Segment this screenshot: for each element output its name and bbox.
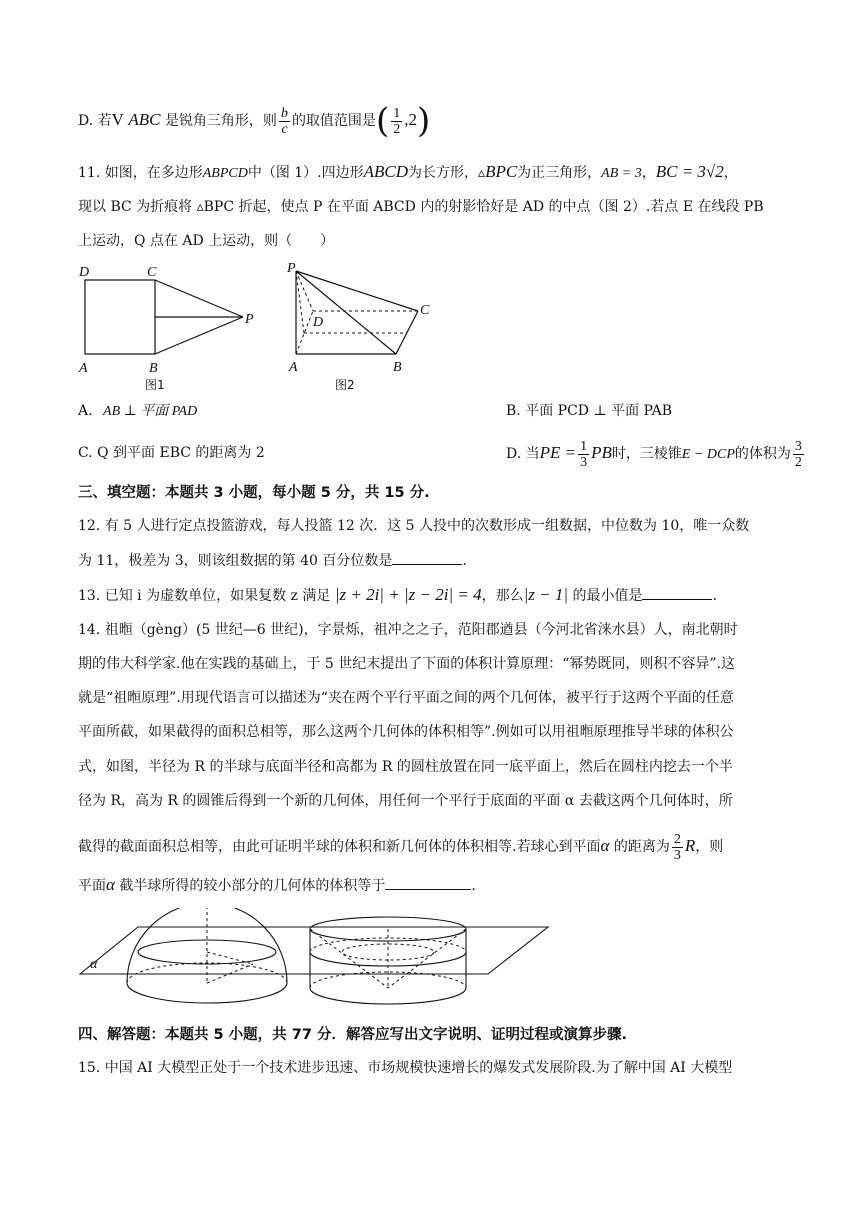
left-paren: ( <box>375 101 390 141</box>
triangle-symbol: ▵ <box>478 165 486 181</box>
q14-line-3: 就是“祖暅原理”.用现代语言可以描述为“夹在两个平行平面之间的两个几何体，被平行于这两个平面的任意 <box>78 690 734 706</box>
option-a-text: AB ⊥ 平面 PAD <box>103 404 198 419</box>
text: 当 <box>525 446 540 462</box>
text: 的取值范围是 <box>291 113 376 129</box>
option-b-text: 平面 PCD ⊥ 平面 PAB <box>525 403 673 419</box>
label-b: B <box>393 360 402 375</box>
answer-blank[interactable] <box>642 585 712 600</box>
text: . <box>712 588 717 604</box>
numerator: 1 <box>393 105 401 121</box>
edge-pb <box>296 271 396 354</box>
label-a: A <box>79 361 88 376</box>
option-label: D. <box>78 113 94 129</box>
text: 是锐角三角形，则 <box>164 113 277 129</box>
ab-length: AB = 3 <box>601 166 642 181</box>
label-c: C <box>420 303 430 318</box>
q10-option-d <box>78 98 788 142</box>
label-b: B <box>149 361 158 376</box>
q14-line-8 <box>78 875 788 896</box>
text: 中（图 1）.四边形 <box>247 165 364 181</box>
figure-hemisphere-cylinder <box>78 908 550 1010</box>
segment-cp <box>155 280 243 317</box>
radius-symbol: R <box>684 836 696 855</box>
cone-section <box>342 944 434 960</box>
text: 为正三角形， <box>517 165 602 181</box>
text: 平面 <box>78 878 106 894</box>
fraction-two-thirds <box>672 832 683 863</box>
section-3-title: 三、填空题：本题共 3 小题，每小题 5 分，共 15 分. <box>78 485 430 501</box>
denominator: 3 <box>580 454 588 470</box>
triangle-symbol: V <box>111 110 124 129</box>
option-c-label: C. <box>78 445 93 461</box>
q11-line-1 <box>78 162 788 184</box>
label-c: C <box>147 265 157 280</box>
numerator: 2 <box>673 831 681 847</box>
text: 为长方形， <box>408 165 479 181</box>
range-upper: ,2 <box>404 110 417 129</box>
fraction-three-halves <box>793 439 804 470</box>
numerator: 3 <box>794 438 802 454</box>
text: 为 11，极差为 3，则该组数据的第 40 百分位数是 <box>78 553 393 569</box>
segment-bp <box>155 317 243 354</box>
q11-line-2: 现以 BC 为折痕将 ▵BPC 折起，使点 P 在平面 ABCD 内的射影恰好是 AD 的中点（图 2）.若点 E 在线段 PB <box>78 199 764 215</box>
q14-line-1: 14. 祖暅（gèng）(5 世纪—6 世纪)，字景烁，祖冲之之子，范阳郡遒县（今河北省涞水县）人，南北朝时 <box>78 622 738 638</box>
fraction-one-third <box>578 439 589 470</box>
label-d: D <box>313 315 324 330</box>
plane-alpha <box>80 927 548 974</box>
alpha-label: α <box>90 957 98 972</box>
pb-expr: PB <box>591 443 612 462</box>
q11-options-row-2 <box>78 433 802 473</box>
edge-pc <box>296 271 418 311</box>
option-d <box>506 433 806 475</box>
cone-left <box>310 929 388 988</box>
q11-line-3: 上运动，Q 点在 AD 上运动，则（ ） <box>78 233 335 249</box>
label-d: D <box>79 265 90 280</box>
label-p: P <box>287 261 296 276</box>
text: 若 <box>97 113 112 129</box>
text: . <box>462 553 467 569</box>
numerator: b <box>280 105 288 121</box>
text: 的体积为 <box>734 446 791 462</box>
denominator: c <box>281 121 288 137</box>
figure-1 <box>75 258 275 394</box>
fraction-one-half <box>391 106 402 137</box>
text: ，则 <box>695 839 724 855</box>
option-b-label: B. <box>506 403 521 419</box>
option-c-text: Q 到平面 EBC 的距离为 2 <box>97 445 265 461</box>
text: ， <box>641 165 656 181</box>
right-paren: ) <box>416 101 431 141</box>
label-p: P <box>245 312 254 327</box>
modulus-expression: |z − 1| <box>523 585 569 604</box>
q14-line-6: 径为 R，高为 R 的圆锥后得到一个新的几何体，用任何一个平行于底面的平面 α 去截这两个几何体时，所 <box>78 793 733 809</box>
polygon-name: ABPCD <box>202 166 248 181</box>
triangle-name: BPC <box>485 162 518 181</box>
text: 截得的截面面积总相等，由此可证明半球的体积和新几何体的体积相等.若球心到平面 <box>78 839 601 855</box>
figure-2 <box>283 258 453 394</box>
answer-blank[interactable] <box>392 550 462 565</box>
numerator: 1 <box>580 438 588 454</box>
q13-line <box>78 585 788 606</box>
option-a-label: A. <box>78 403 93 419</box>
denominator: 3 <box>673 847 681 863</box>
figure-2-caption: 图2 <box>335 378 355 392</box>
alpha-symbol: α <box>106 875 115 894</box>
option-b <box>506 401 672 421</box>
hemisphere-base-front <box>127 983 287 1003</box>
q14-line-7 <box>78 826 788 866</box>
text: 如图，在多边形 <box>104 165 203 181</box>
fraction-b-over-c <box>279 106 290 137</box>
modulus-equation: |z + 2i| + |z − 2i| = 4 <box>334 585 482 604</box>
projection-line <box>296 271 304 333</box>
text: 13. 已知 i 为虚数单位，如果复数 z 满足 <box>78 588 331 604</box>
option-d-label: D. <box>506 446 522 462</box>
rectangle-name: ABCD <box>363 162 409 181</box>
text: 的距离为 <box>613 839 670 855</box>
q11-options-row-1 <box>78 401 788 422</box>
q14-line-4: 平面所截，如果截得的面积总相等，那么这两个几何体的体积相等”.例如可以用祖暅原理推导半球的体积公 <box>78 724 734 740</box>
q15-line-1: 15. 中国 AI 大模型正处于一个技术进步迅速、市场规模快速增长的爆发式发展阶段.为了解中国 AI 大模型 <box>78 1060 733 1076</box>
text: 的最小值是 <box>572 588 643 604</box>
text: . <box>471 878 476 894</box>
q12-line-2 <box>78 550 788 571</box>
question-number: 11. <box>78 165 101 181</box>
pyramid-name: E − DCP <box>681 447 735 462</box>
rectangle-abcd <box>85 280 155 354</box>
bc-length: BC = 3√2 <box>655 162 724 181</box>
q14-line-2: 期的伟大科学家.他在实践的基础上，于 5 世纪末提出了下面的体积计算原理：“幂势既同，则积不容异”.这 <box>78 656 736 672</box>
triangle-name: ABC <box>128 110 161 129</box>
text: ，那么 <box>481 588 524 604</box>
answer-blank[interactable] <box>385 875 471 890</box>
text: 截半球所得的较小部分的几何体的体积等于 <box>119 878 386 894</box>
section-4-title: 四、解答题：本题共 5 小题，共 77 分．解答应写出文字说明、证明过程或演算步骤. <box>78 1027 627 1043</box>
q14-line-5: 式，如图，半径为 R 的半球与底面半径和高都为 R 的圆柱放置在同一底平面上，然后在圆柱内挖去一个半 <box>78 759 733 775</box>
pe-expr: PE = <box>539 443 577 462</box>
denominator: 2 <box>393 121 401 137</box>
label-a: A <box>289 360 298 375</box>
figure-1-caption: 图1 <box>145 378 165 392</box>
cylinder-base-front <box>310 988 466 1004</box>
text: ， <box>723 165 738 181</box>
alpha-symbol: α <box>600 836 610 855</box>
text: 时，三棱锥 <box>611 446 682 462</box>
q12-line-1: 12. 有 5 人进行定点投篮游戏，每人投篮 12 次．这 5 人投中的次数形成一组数据，中位数为 10，唯一众数 <box>78 518 750 534</box>
cone-right <box>388 929 466 988</box>
denominator: 2 <box>794 454 802 470</box>
